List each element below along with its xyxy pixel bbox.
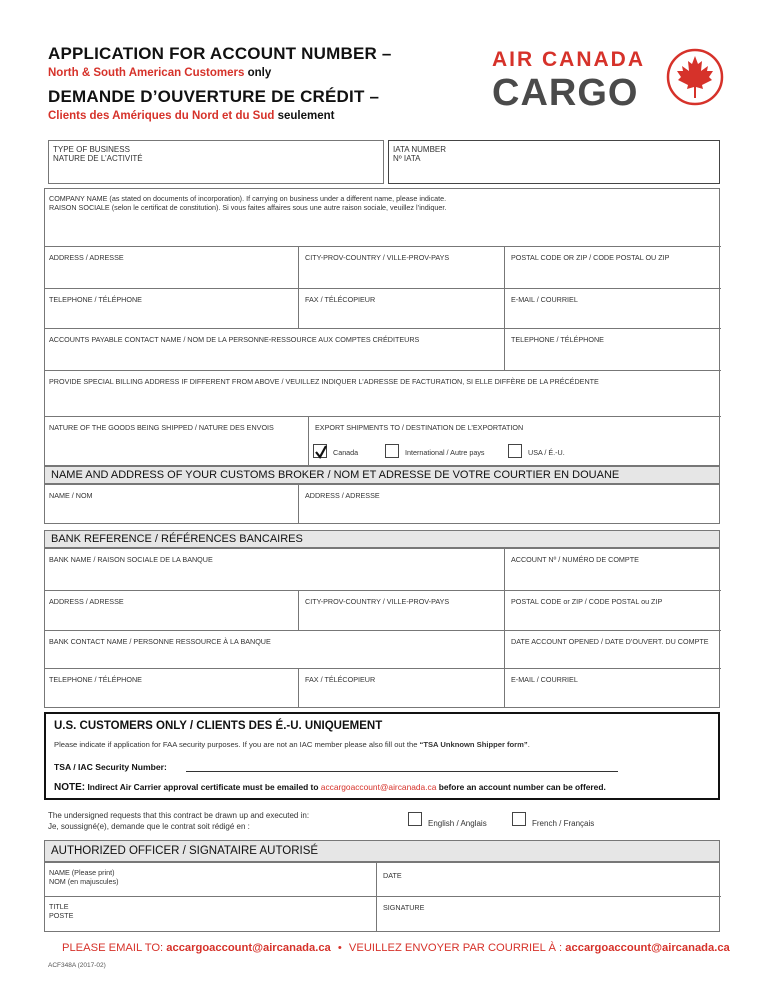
export-label: EXPORT SHIPMENTS TO / DESTINATION DE L’EXPORTATION xyxy=(315,423,524,432)
bank-city-label: CITY-PROV-COUNTRY / VILLE-PROV-PAYS xyxy=(305,597,450,606)
broker-address-label: ADDRESS / ADRESSE xyxy=(305,491,380,500)
type-of-business-field[interactable] xyxy=(48,140,384,184)
officer-date-label: DATE xyxy=(383,871,402,880)
account-number-field[interactable] xyxy=(505,549,721,591)
customs-broker-heading: NAME AND ADDRESS OF YOUR CUSTOMS BROKER / NOM ET ADRESSE DE VOTRE COURTIER EN DOUANE xyxy=(44,466,720,484)
checkmark-icon xyxy=(314,445,328,459)
us-customers-heading: U.S. CUSTOMERS ONLY / CLIENTS DES É.-U. UNIQUEMENT xyxy=(54,720,383,732)
usa-checkbox[interactable] xyxy=(508,444,522,458)
authorized-officer-heading: AUTHORIZED OFFICER / SIGNATAIRE AUTORISÉ xyxy=(44,840,720,862)
bank-email-field[interactable] xyxy=(505,669,721,707)
usa-label: USA / É.-U. xyxy=(528,448,565,457)
bank-reference-heading: BANK REFERENCE / RÉFÉRENCES BANCAIRES xyxy=(44,530,720,548)
bank-postal-field[interactable] xyxy=(505,591,721,631)
ap-phone-field[interactable] xyxy=(505,329,721,371)
type-business-label: TYPE OF BUSINESS NATURE DE L’ACTIVITÉ xyxy=(53,145,143,163)
bank-address-label: ADDRESS / ADRESSE xyxy=(49,597,124,606)
export-shipments-field xyxy=(309,417,721,467)
broker-address-field[interactable] xyxy=(299,485,719,523)
telephone-field[interactable] xyxy=(45,289,299,329)
logo-air-canada-text: AIR CANADA xyxy=(492,48,645,71)
officer-name-label: NAME (Please print) NOM (en majuscules) xyxy=(49,868,119,886)
bank-grid xyxy=(44,548,720,708)
subtitle-fr-text: Clients des Amériques du Nord et du Sud xyxy=(48,110,275,122)
nature-goods-field[interactable] xyxy=(45,417,309,467)
officer-title-label: TITLE POSTE xyxy=(49,902,74,920)
subtitle-en xyxy=(48,67,271,79)
address-label: ADDRESS / ADRESSE xyxy=(49,253,124,262)
city-field[interactable] xyxy=(299,247,505,289)
telephone-label: TELEPHONE / TÉLÉPHONE xyxy=(49,295,142,304)
french-label: French / Français xyxy=(532,819,595,828)
bank-city-field[interactable] xyxy=(299,591,505,631)
iac-note: NOTE: Indirect Air Carrier approval certificate must be emailed to accargoaccount@aircanada.ca before an account number can be offered. xyxy=(54,782,606,793)
title-en: APPLICATION FOR ACCOUNT NUMBER – xyxy=(48,44,392,63)
broker-name-label: NAME / NOM xyxy=(49,491,93,500)
footer-email-en-link[interactable]: accargoaccount@aircanada.ca xyxy=(166,942,331,954)
date-opened-label: DATE ACCOUNT OPENED / DATE D’OUVERT. DU COMPTE xyxy=(511,637,709,646)
bank-telephone-field[interactable] xyxy=(45,669,299,707)
nature-goods-label: NATURE OF THE GOODS BEING SHIPPED / NATURE DES ENVOIS xyxy=(49,423,274,432)
language-request-text: The undersigned requests that this contract be drawn up and executed in: Je, soussigné(e), demande que le contrat soit rédigé en : xyxy=(48,811,310,831)
bank-contact-field[interactable] xyxy=(45,631,505,669)
company-info-grid xyxy=(44,188,720,466)
footer-email-line: PLEASE EMAIL TO: accargoaccount@aircanada.ca • VEUILLEZ ENVOYER PAR COURRIEL À : accargoaccount@aircanada.ca xyxy=(62,942,730,954)
company-name-label-fr: RAISON SOCIALE (selon le certificat de constitution). Si vous faites affaires sous une autre raison sociale, veuillez l’indiquer. xyxy=(49,203,447,212)
english-checkbox[interactable] xyxy=(408,812,422,826)
broker-name-field[interactable] xyxy=(45,485,299,523)
billing-address-field[interactable] xyxy=(45,371,721,417)
fax-label: FAX / TÉLÉCOPIEUR xyxy=(305,295,376,304)
company-name-field[interactable] xyxy=(45,189,721,247)
iac-note-email-link[interactable]: accargoaccount@aircanada.ca xyxy=(320,782,437,792)
signature-label: SIGNATURE xyxy=(383,903,425,912)
title-fr: DEMANDE D’OUVERTURE DE CRÉDIT – xyxy=(48,87,380,106)
ap-phone-label: TELEPHONE / TÉLÉPHONE xyxy=(511,335,604,344)
international-checkbox[interactable] xyxy=(385,444,399,458)
subtitle-fr-bold: seulement xyxy=(277,110,335,122)
customs-broker-grid xyxy=(44,484,720,524)
email-field[interactable] xyxy=(505,289,721,329)
maple-leaf-icon xyxy=(666,44,724,114)
company-name-label: COMPANY NAME (as stated on documents of incorporation). If carrying on business under a different name, please indicate. xyxy=(49,194,447,203)
us-customers-section xyxy=(44,712,720,800)
officer-name-field[interactable] xyxy=(45,863,377,897)
footer-email-fr-link[interactable]: accargoaccount@aircanada.ca xyxy=(565,942,730,954)
bank-contact-label: BANK CONTACT NAME / PERSONNE RESSOURCE À LA BANQUE xyxy=(49,637,271,646)
bank-name-field[interactable] xyxy=(45,549,505,591)
iata-label: IATA NUMBER Nº IATA xyxy=(393,145,447,163)
iata-number-field[interactable] xyxy=(388,140,720,184)
bank-fax-label: FAX / TÉLÉCOPIEUR xyxy=(305,675,376,684)
french-checkbox[interactable] xyxy=(512,812,526,826)
ap-contact-field[interactable] xyxy=(45,329,505,371)
signature-field[interactable] xyxy=(377,897,721,931)
form-code: ACF348A (2017-02) xyxy=(48,962,106,969)
bank-address-field[interactable] xyxy=(45,591,299,631)
officer-title-field[interactable] xyxy=(45,897,377,931)
address-field[interactable] xyxy=(45,247,299,289)
tsa-label: TSA / IAC Security Number: xyxy=(54,762,167,772)
international-label: International / Autre pays xyxy=(405,448,485,457)
bank-email-label: E-MAIL / COURRIEL xyxy=(511,675,578,684)
us-note-text: Please indicate if application for FAA security purposes. If you are not an IAC member please also fill out the “TSA Unknown Shipper form”. xyxy=(54,740,530,749)
bank-postal-label: POSTAL CODE or ZIP / CODE POSTAL ou ZIP xyxy=(511,597,663,606)
subtitle-fr xyxy=(48,110,335,122)
postal-field[interactable] xyxy=(505,247,721,289)
bank-telephone-label: TELEPHONE / TÉLÉPHONE xyxy=(49,675,142,684)
officer-date-field[interactable] xyxy=(377,863,721,897)
officer-grid xyxy=(44,862,720,932)
bank-fax-field[interactable] xyxy=(299,669,505,707)
date-account-opened-field[interactable] xyxy=(505,631,721,669)
bank-name-label: BANK NAME / RAISON SOCIALE DE LA BANQUE xyxy=(49,555,213,564)
english-label: English / Anglais xyxy=(428,819,487,828)
ap-contact-label: ACCOUNTS PAYABLE CONTACT NAME / NOM DE LA PERSONNE-RESSOURCE AUX COMPTES CRÉDITEURS xyxy=(49,335,420,344)
postal-label: POSTAL CODE OR ZIP / CODE POSTAL OU ZIP xyxy=(511,253,670,262)
tsa-number-input[interactable] xyxy=(186,771,618,772)
air-canada-cargo-logo xyxy=(488,40,728,120)
email-label: E-MAIL / COURRIEL xyxy=(511,295,578,304)
canada-label: Canada xyxy=(333,448,359,457)
subtitle-en-text: North & South American Customers xyxy=(48,67,245,79)
logo-cargo-text: CARGO xyxy=(492,72,639,114)
canada-checkbox[interactable] xyxy=(313,444,327,458)
subtitle-en-bold: only xyxy=(247,67,272,79)
billing-label: PROVIDE SPECIAL BILLING ADDRESS IF DIFFERENT FROM ABOVE / VEUILLEZ INDIQUER L’ADRESSE DE FACTURATION, SI ELLE DIFFÈRE DE LA PRÉCÉDENTE xyxy=(49,377,599,386)
fax-field[interactable] xyxy=(299,289,505,329)
city-label: CITY-PROV-COUNTRY / VILLE-PROV-PAYS xyxy=(305,253,450,262)
account-number-label: ACCOUNT Nº / NUMÉRO DE COMPTE xyxy=(511,555,639,564)
